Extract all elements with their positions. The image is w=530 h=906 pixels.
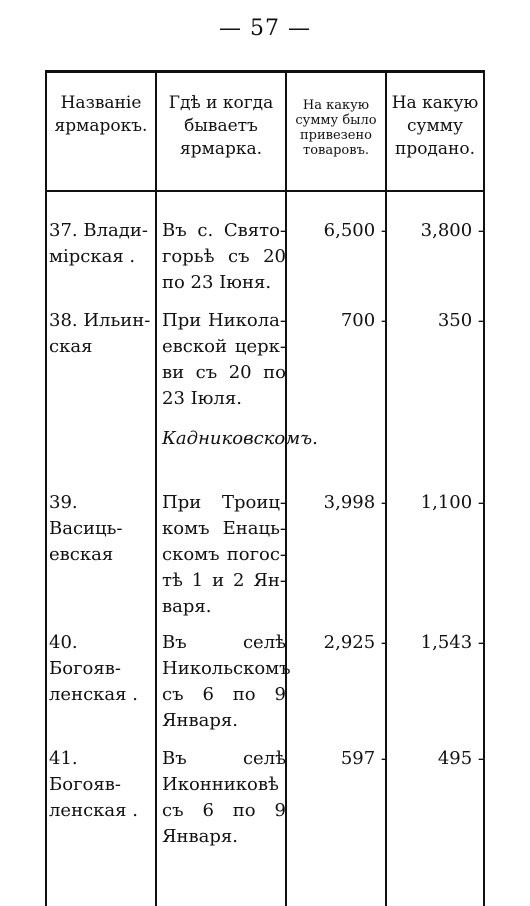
row-37-name: 37. Влади-мірская .	[49, 220, 148, 267]
row-38-sold: 350 -	[437, 310, 484, 331]
row-39-brought: 3,998 -	[323, 492, 387, 513]
row-40-brought: 2,925 -	[323, 632, 387, 653]
row-38-place: При Никола-евской церк-ви съ 20 по 23 Іюля.	[162, 310, 286, 409]
header-brought-sum: На какую сумму было привезено товаровъ.	[295, 98, 377, 158]
row-38-name: 38. Ильин-ская	[49, 310, 151, 357]
header-place-and-date: Гдѣ и когда бываетъ ярмарка.	[168, 93, 274, 159]
row-37-sold: 3,800 -	[420, 220, 484, 241]
row-40-name: 40. Богояв-ленская .	[49, 632, 138, 705]
row-40-sold: 1,543 -	[420, 632, 484, 653]
table-top-rule	[45, 70, 485, 73]
header-fair-name: Названіе ярмарокъ.	[54, 93, 148, 136]
table-right-border	[483, 70, 485, 906]
row-39-sold: 1,100 -	[420, 492, 484, 513]
row-40-place: Въ селѣ Никольскомъ съ 6 по 9 Января.	[162, 632, 291, 731]
row-37-brought: 6,500 -	[323, 220, 387, 241]
row-39-name: 39. Васиць-евская	[49, 492, 123, 565]
row-41-sold: 495 -	[437, 748, 484, 769]
column-divider-1	[155, 70, 157, 906]
header-sold-sum: На какую сумму продано.	[391, 93, 479, 159]
row-39-place: При Троиц-комъ Енаць-скомъ погос-тѣ 1 и 2 Ян-варя.	[162, 492, 286, 617]
page-number: — 57 —	[219, 16, 311, 41]
column-divider-3	[385, 70, 387, 906]
fair-table	[45, 70, 485, 906]
row-41-brought: 597 -	[340, 748, 387, 769]
section-label: Кадниковскомъ.	[162, 428, 318, 449]
row-41-name: 41. Богояв-ленская .	[49, 748, 138, 821]
row-37-place: Въ с. Свято-горьѣ съ 20 по 23 Іюня.	[162, 220, 286, 293]
row-41-place: Въ селѣ Иконниковѣ съ 6 по 9 Января.	[162, 748, 286, 847]
table-left-border	[45, 70, 47, 906]
row-38-brought: 700 -	[340, 310, 387, 331]
header-bottom-rule	[45, 190, 485, 192]
